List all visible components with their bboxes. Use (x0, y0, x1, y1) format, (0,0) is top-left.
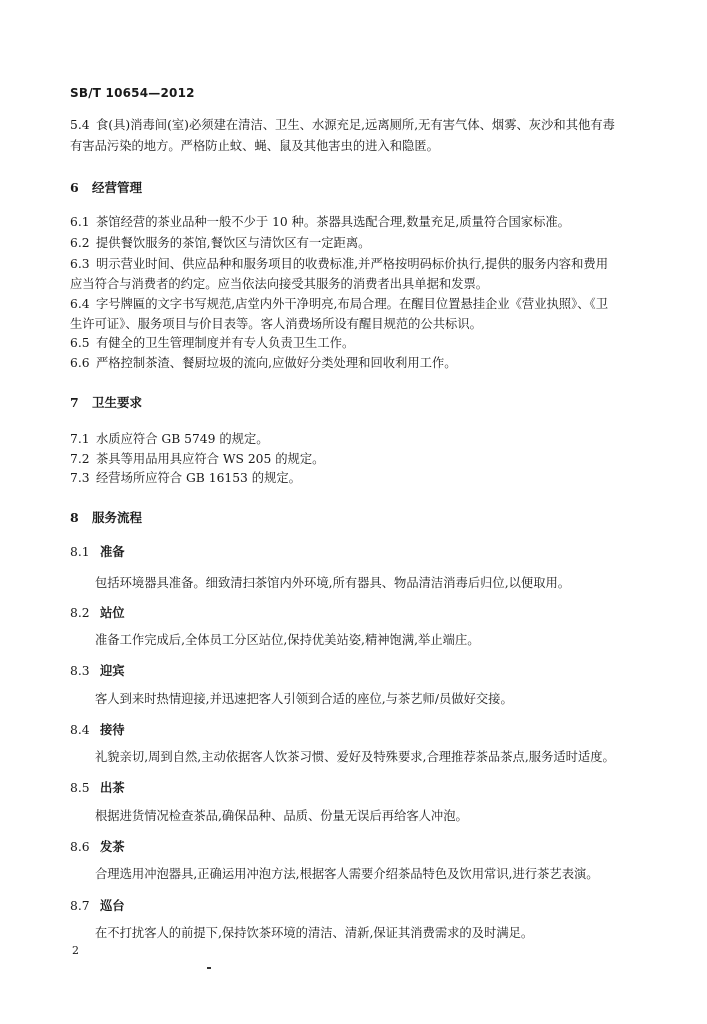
subsection-number: 8.4 (70, 723, 90, 737)
clause-number: 6.5 (70, 336, 90, 350)
clause-text: 水质应符合 GB 5749 的规定。 (96, 432, 269, 446)
subsection-number: 8.7 (70, 899, 90, 913)
section-6-heading (70, 178, 142, 196)
section-number: 6 (70, 180, 79, 195)
subsection-8-3-text: 客人到来时热情迎接,并迅速把客人引领到合适的座位,与茶艺师/员做好交接。 (95, 692, 513, 706)
subsection-number: 8.3 (70, 664, 90, 678)
clause-7-1 (70, 431, 640, 447)
clause-number: 7.2 (70, 452, 90, 466)
subsection-title: 巡台 (100, 898, 125, 913)
subsection-8-6-text: 合理选用冲泡器具,正确运用冲泡方法,根据客人需要介绍茶品特色及饮用常识,进行茶艺表演。 (95, 867, 599, 881)
clause-number: 7.1 (70, 432, 90, 446)
section-number: 8 (70, 510, 79, 525)
clause-number: 6.3 (70, 257, 90, 271)
clause-number: 6.2 (70, 236, 90, 250)
subsection-title: 站位 (100, 605, 125, 620)
subsection-8-5-heading (70, 778, 125, 796)
subsection-8-6-heading (70, 837, 125, 855)
clause-text: 茶具等用品用具应符合 WS 205 的规定。 (96, 452, 325, 466)
section-8-heading (70, 508, 142, 526)
clause-number: 6.6 (70, 356, 90, 370)
clause-number: 6.4 (70, 297, 90, 311)
clause-7-3 (70, 470, 640, 486)
clause-number: 5.4 (70, 118, 90, 132)
subsection-8-1-text: 包括环境器具准备。细致清扫茶馆内外环境,所有器具、物品清洁消毒后归位,以便取用。 (95, 576, 571, 590)
clause-number: 6.1 (70, 215, 90, 229)
clause-6-6 (70, 355, 640, 371)
section-title: 服务流程 (92, 510, 143, 525)
clause-6-3-line-2: 应当符合与消费者的约定。应当依法向接受其服务的消费者出具单据和发票。 (70, 277, 489, 291)
subsection-number: 8.2 (70, 606, 90, 620)
subsection-title: 准备 (100, 544, 125, 559)
clause-text: 茶馆经营的茶业品种一般不少于 10 种。茶器具选配合理,数量充足,质量符合国家标准。 (96, 215, 570, 229)
clause-6-2 (70, 235, 640, 251)
clause-text: 提供餐饮服务的茶馆,餐饮区与清饮区有一定距离。 (96, 236, 371, 250)
clause-number: 7.3 (70, 471, 90, 485)
clause-6-1 (70, 214, 640, 230)
subsection-8-2-heading (70, 603, 125, 621)
section-title: 卫生要求 (92, 395, 143, 410)
subsection-title: 出茶 (100, 780, 125, 795)
clause-text: 食(具)消毒间(室)必须建在清洁、卫生、水源充足,远离厕所,无有害气体、烟雾、灰沙和其他有毒 (96, 118, 615, 132)
subsection-8-4-heading (70, 720, 125, 738)
clause-text: 严格控制茶渣、餐厨垃圾的流向,应做好分类处理和回收利用工作。 (96, 356, 457, 370)
subsection-number: 8.6 (70, 840, 90, 854)
clause-7-2 (70, 451, 640, 467)
subsection-8-2-text: 准备工作完成后,全体员工分区站位,保持优美站姿,精神饱满,举止端庄。 (95, 633, 480, 647)
clause-6-4-line-2: 生许可证》、服务项目与价目表等。客人消费场所设有醒目规范的公共标识。 (70, 317, 482, 331)
clause-text: 经营场所应符合 GB 16153 的规定。 (96, 471, 301, 485)
clause-5-4-line-2: 有害品污染的地方。严格防止蚊、蝇、鼠及其他害虫的进入和隐匿。 (70, 139, 439, 153)
section-title: 经营管理 (92, 180, 143, 195)
document-code-header: SB/T 10654—2012 (70, 86, 195, 100)
subsection-title: 接待 (100, 722, 125, 737)
section-7-heading (70, 393, 142, 411)
subsection-8-7-text: 在不打扰客人的前提下,保持饮茶环境的清洁、清新,保证其消费需求的及时满足。 (95, 926, 534, 940)
subsection-number: 8.1 (70, 545, 90, 559)
subsection-title: 迎宾 (100, 663, 125, 678)
scan-speck (207, 967, 211, 969)
clause-text: 有健全的卫生管理制度并有专人负责卫生工作。 (96, 336, 355, 350)
subsection-8-3-heading (70, 661, 125, 679)
clause-6-3-line-1 (70, 256, 640, 272)
clause-5-4-line-1 (70, 117, 640, 133)
page-number: 2 (72, 944, 79, 957)
clause-6-4-line-1 (70, 296, 640, 312)
subsection-8-7-heading (70, 896, 125, 914)
subsection-8-5-text: 根据进货情况检查茶品,确保品种、品质、份量无误后再给客人冲泡。 (95, 809, 468, 823)
subsection-number: 8.5 (70, 781, 90, 795)
clause-text: 明示营业时间、供应品种和服务项目的收费标准,并严格按明码标价执行,提供的服务内容和费用 (96, 257, 608, 271)
subsection-8-4-text: 礼貌亲切,周到自然,主动依据客人饮茶习惯、爱好及特殊要求,合理推荐茶品茶点,服务适时适度。 (95, 750, 615, 764)
clause-text: 字号牌匾的文字书写规范,店堂内外干净明亮,布局合理。在醒目位置悬挂企业《营业执照》、《卫 (96, 297, 608, 311)
section-number: 7 (70, 395, 79, 410)
subsection-title: 发茶 (100, 839, 125, 854)
clause-6-5 (70, 335, 640, 351)
subsection-8-1-heading (70, 542, 125, 560)
